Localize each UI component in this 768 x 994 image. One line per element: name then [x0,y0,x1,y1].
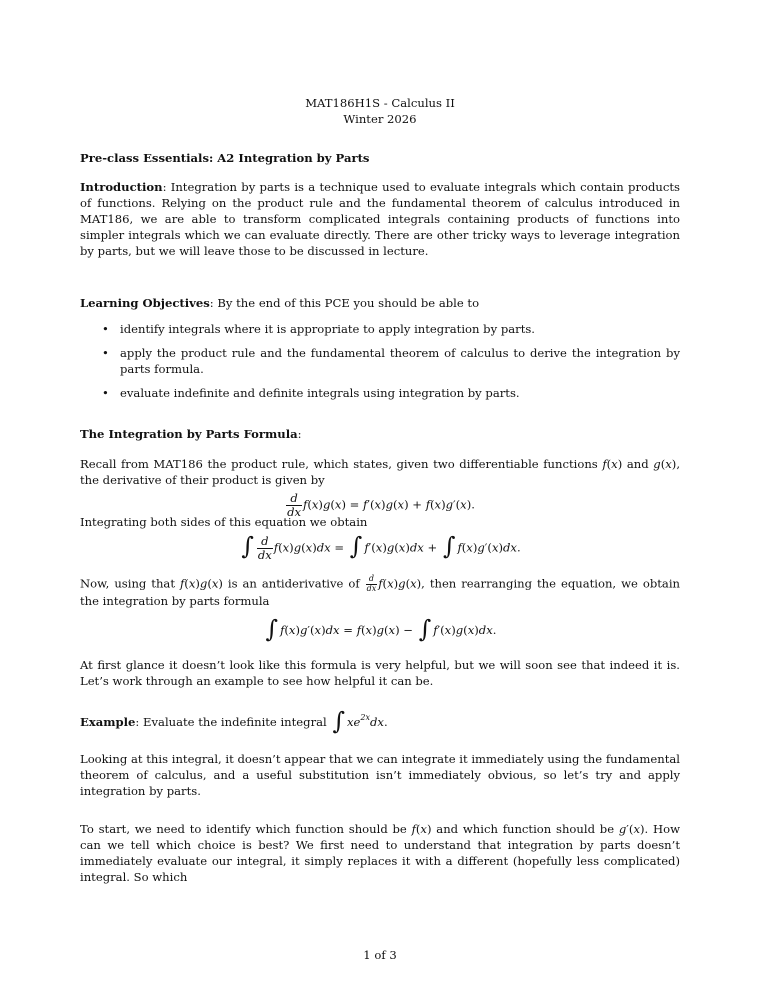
bullet-icon: • [102,322,109,336]
section-heading: The Integration by Parts Formula: [80,427,302,441]
text-span: Recall from MAT186 the product rule, which states, given two differentiable functions [80,457,598,471]
text-span: is an antiderivative of [227,576,360,591]
objective-item [100,346,680,378]
bullet-icon: • [102,386,109,400]
example-label: Example [80,715,136,729]
page-title: Pre-class Essentials: A2 Integration by Parts [80,151,370,165]
example-statement: Example: Evaluate the indefinite integral ∫ $xe^{2x}dx$. [80,707,388,735]
integrated-equation: ∫ $\frac{d}{dx}$ f(x)g(x)dx = ∫ f′(x)g(x)dx + ∫ f(x)g′(x)dx. [241,532,521,562]
text-span: . How can we tell which choice is best? We first need to understand that integration by parts doesn’t immediately evaluate our integral, it simply replaces it with a different (hopefully less complicated) integral. So which [80,822,680,884]
term-label: Winter 2026 [343,112,417,126]
text-span: and [626,457,649,471]
example-text: Evaluate the indefinite integral [143,715,327,729]
example-paragraph-2: To start, we need to identify which function should be f(x) and which function should be g′(x). How can we tell which choice is best? We first need to understand that integration by parts doesn’t immediately evaluate our integral, it simply replaces it with a different (hopefully less complicated) integral. So which [80,822,680,884]
objectives-lead-text: By the end of this PCE you should be able to [217,296,480,310]
page-number: 1 of 3 [363,948,397,962]
objective-text: apply the product rule and the fundamental theorem of calculus to derive the integration by parts formula. [120,346,680,376]
first-glance-paragraph: At first glance it doesn’t look like this formula is very helpful, but we will soon see that indeed it is. Let’s work through an example to see how helpful it can be. [80,658,680,688]
objective-item [100,386,680,402]
text-span: , then rearranging the equation, we obtain the integration by parts formula [80,576,680,608]
introduction-label: Introduction [80,180,163,194]
text-span: Now, using that [80,576,176,591]
introduction-text: Integration by parts is a technique used to evaluate integrals which contain products of functions. Relying on the product rule and the fundamental theorem of calculus introduced in MAT186, we are able to transform complicated integrals containing products of functions into simpler integrals which we can evaluate directly. There are other tricky ways to leverage integration by parts, but we will leave those to be discussed in lecture. [80,180,680,258]
integrating-paragraph: Integrating both sides of this equation we obtain [80,515,368,529]
course-title: MAT186H1S - Calculus II [305,96,455,110]
introduction-paragraph: Introduction: Integration by parts is a technique used to evaluate integrals which contain products of functions. Relying on the product rule and the fundamental theorem of calculus introduced in MAT186, we are able to transform complicated integrals containing products of functions into simpler integrals which we can evaluate directly. There are other tricky ways to leverage integration by parts, but we will leave those to be discussed in lecture. [80,180,680,258]
document-page [80,0,680,994]
objective-item [100,322,680,338]
objective-text: identify integrals where it is appropriate to apply integration by parts. [120,322,535,336]
text-span: To start, we need to identify which function should be [80,822,407,836]
antiderivative-paragraph: Now, using that f(x)g(x) is an antiderivative of $\frac{d}{dx}$ f(x)g(x), then rearranging the equation, we obtain the integration by parts formula [80,574,680,608]
text-span: , the derivative of their product is given by [80,457,680,487]
section-heading-text: The Integration by Parts Formula [80,427,298,441]
product-rule-paragraph: Recall from MAT186 the product rule, which states, given two differentiable functions f(x) and g(x), the derivative of their product is given by [80,457,680,487]
objectives-label: Learning Objectives [80,296,210,310]
product-rule-equation: $\frac{d}{dx}$ f(x)g(x) = f′(x)g(x) + f(x)g′(x). [287,491,475,519]
bullet-icon: • [102,346,109,360]
ibp-formula: ∫ f(x)g′(x)dx = f(x)g(x) − ∫ f′(x)g(x)dx. [265,615,497,643]
objectives-lead: Learning Objectives: By the end of this PCE you should be able to [80,296,480,310]
text-span: and which function should be [436,822,615,836]
objective-text: evaluate indefinite and definite integrals using integration by parts. [120,386,520,400]
example-paragraph-1: Looking at this integral, it doesn’t appear that we can integrate it immediately using the fundamental theorem of calculus, and a useful substitution isn’t immediately obvious, so let’s try and apply integration by parts. [80,752,680,798]
